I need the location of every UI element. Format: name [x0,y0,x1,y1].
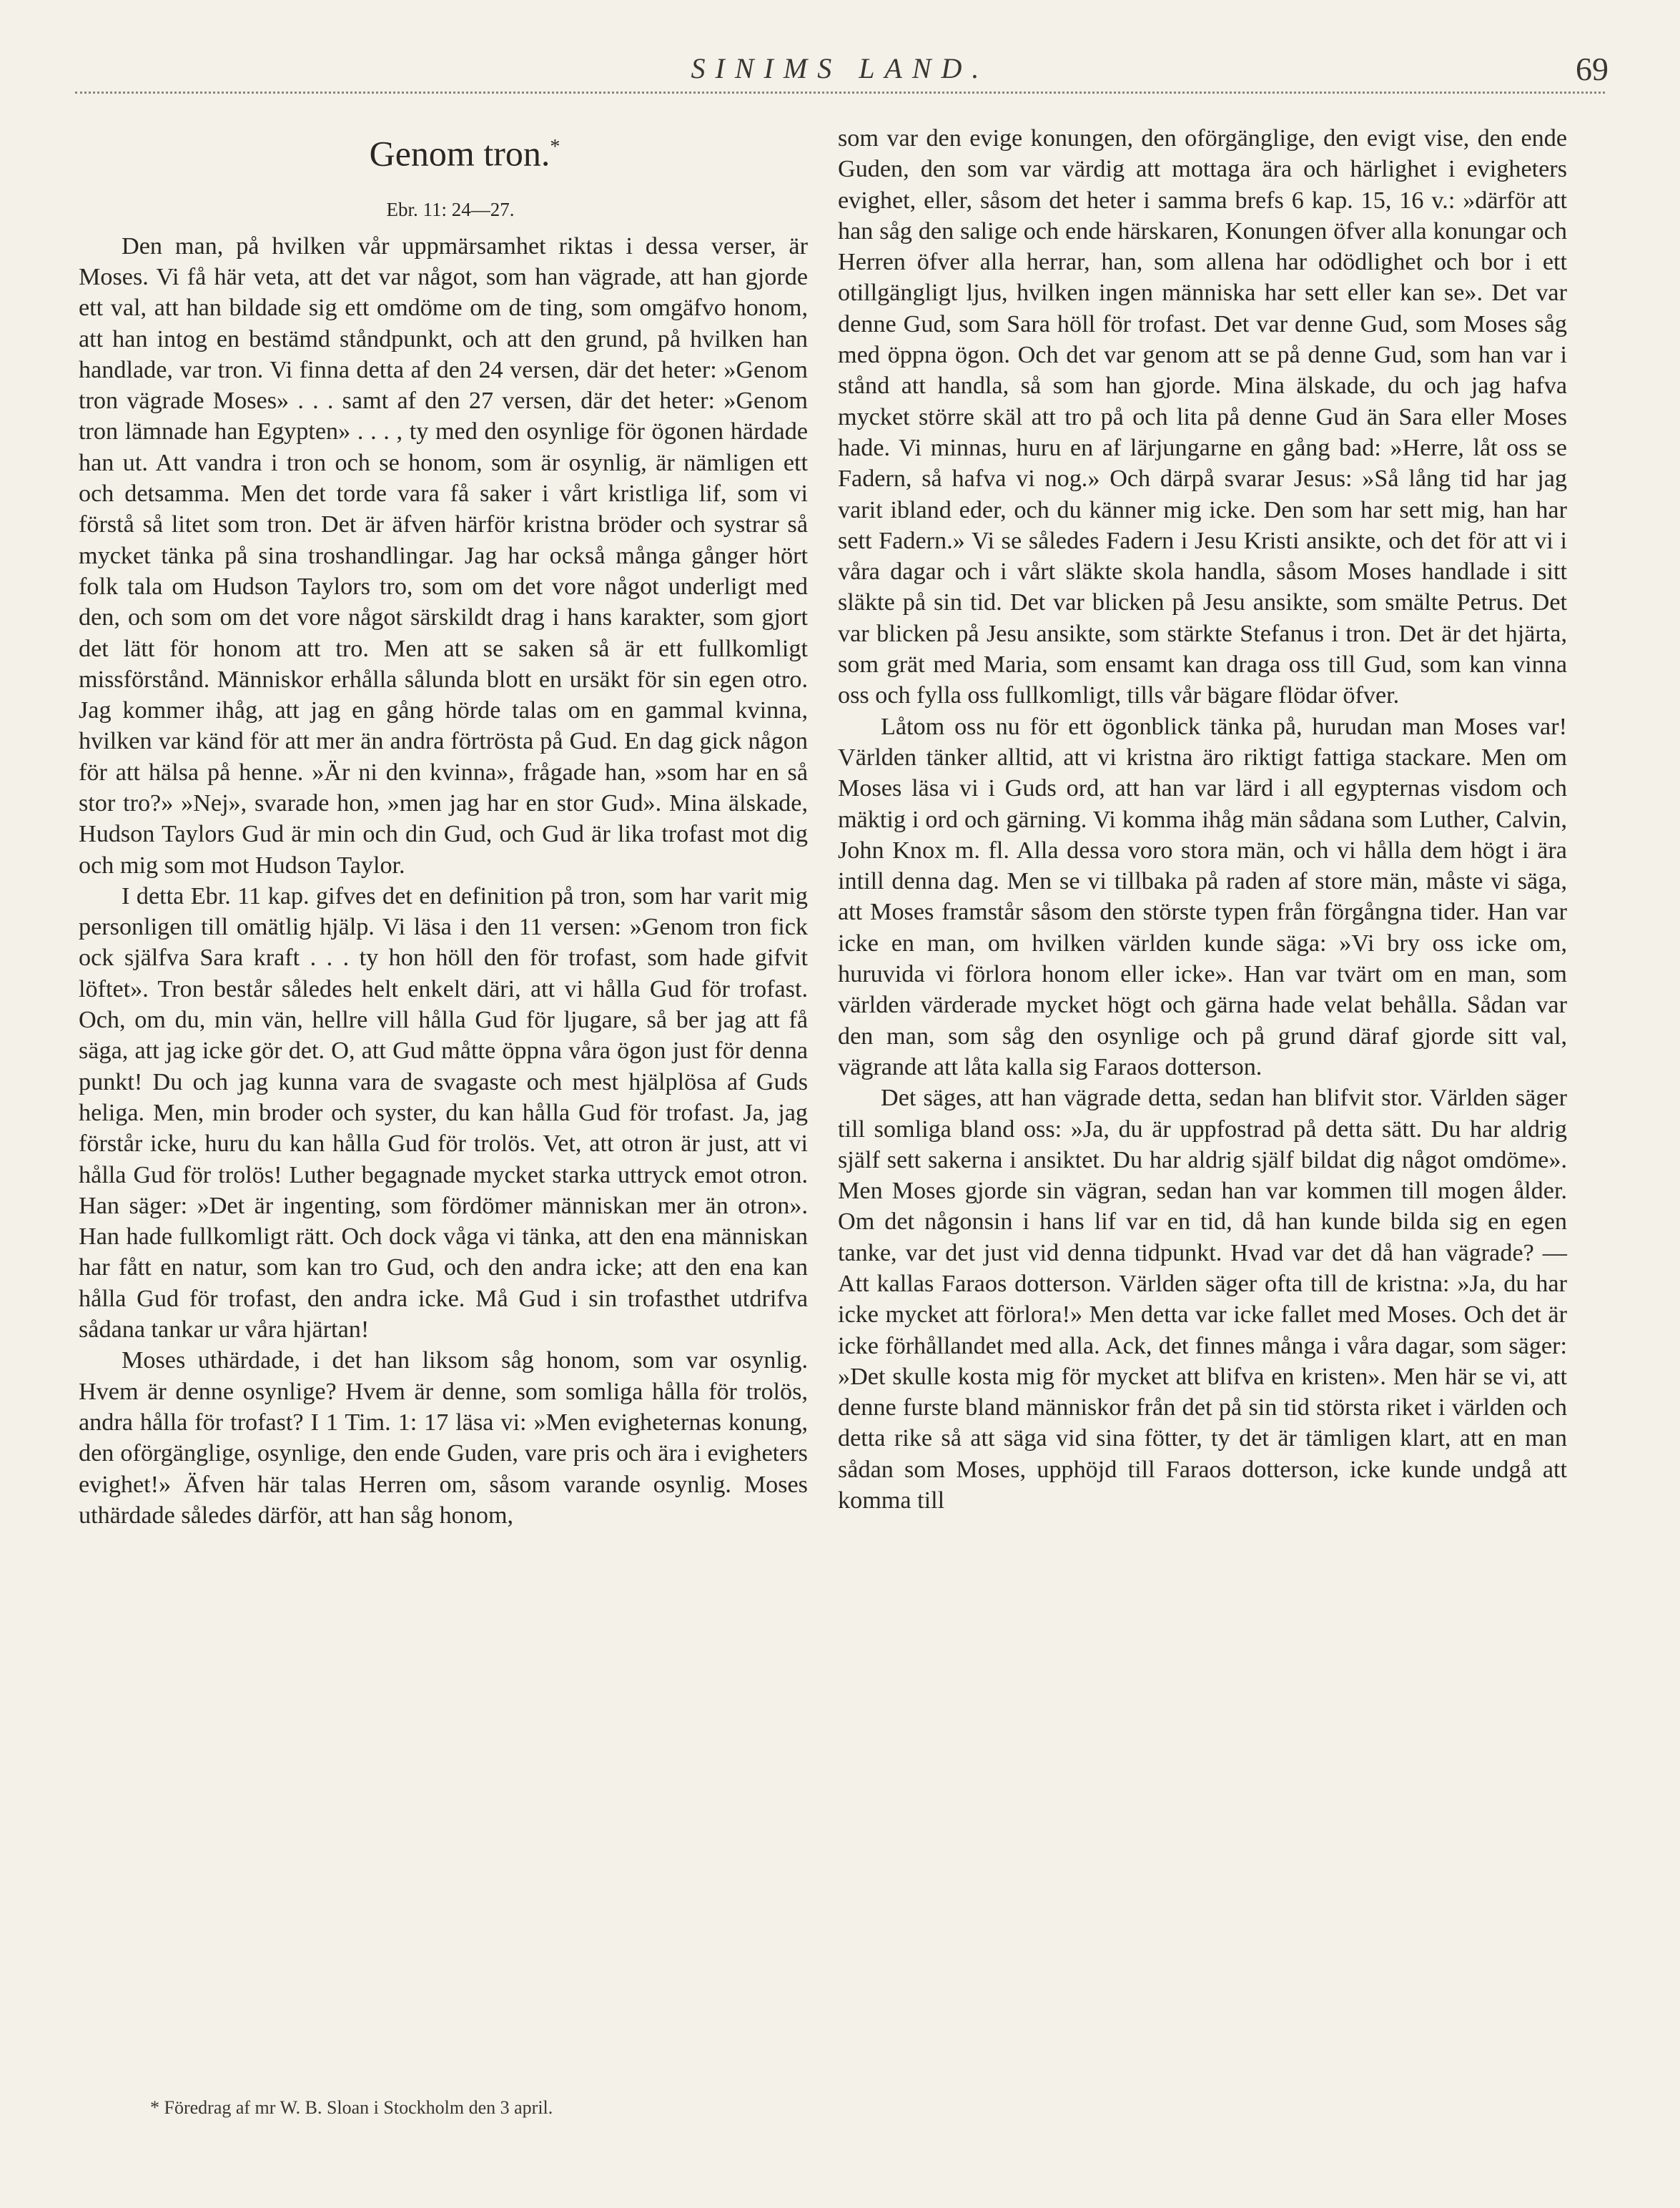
scripture-reference: Ebr. 11: 24—27. [386,198,515,220]
footnote: * Föredrag af mr W. B. Sloan i Stockholm den 3 april. [150,2097,553,2118]
article-title-text: Genom tron. [369,133,550,174]
paragraph: Det säges, att han vägrade detta, sedan han blifvit stor. Världen säger till somliga bland oss: »Ja, du är uppfostrad på detta sätt. Du har aldrig själf sett sakerna i ansiktet. Du har aldrig själf bildat dig något omdöme». Men Moses gjorde sin vägran, sedan han var kommen till mogen ålder. Om det någonsin i hans lif var en tid, då han kunde bilda sig en egen tanke, var det just vid denna tidpunkt. Hvad var det då han vägrade? — Att kallas Faraos dotterson. Världen säger ofta till de kristna: »Ja, du har icke mycket att förlora!» Men detta var icke fallet med Moses. Och det är icke förhållandet med alla. Ack, det finnes många i våra dagar, som säger: »Det skulle kosta mig för mycket att blifva en kristen». Men här se vi, att denne furste bland människor från det på sin tid största riket i världen och detta rike så att säga vid sina fötter, ty det är tämligen klart, att en man sådan som Moses, upphöjd till Faraos dotterson, icke kunde undgå att komma till [838,1085,1567,1514]
running-title: SINIMS LAND. [691,52,989,84]
footnote-mark: * [550,136,560,158]
header-rule [75,92,1605,94]
right-column [838,123,1567,1516]
running-header [71,43,1609,93]
paragraph: Den man, på hvilken vår uppmärsamhet riktas i dessa verser, är Moses. Vi få här veta, att det var något, som han vägrade, att han gjorde ett val, att han bildade sig ett omdöme om de ting, som omgäfvo honom, att han intog en bestämd ståndpunkt, och att den grund, på hvilken han handlade, var tron. Vi finna detta af den 24 versen, där det heter: »Genom tron vägrade Moses» . . . samt af den 27 versen, där det heter: »Genom tron lämnade han Egypten» . . . , ty med den osynlige för ögonen härdade han ut. Att vandra i tron och se honom, som är osynlig, är nämligen ett och detsamma. Men det torde vara få saker i vårt kristliga lif, som vi förstå så litet som tron. Det är äfven härför kristna bröder och systrar så mycket tänka på sina troshandlingar. Jag har också många gånger hört folk tala om Hudson Taylors tro, som om det vore något underligt med den, och som om det vore något särskildt drag i hans karakter, som gjort det lätt för honom att tro. Men att se saken så är ett fullkomligt missförstånd. Människor erhålla sålunda blott en ursäkt för sin egen otro. Jag kommer ihåg, att jag en gång hörde talas om en gammal kvinna, hvilken var känd för att mer än andra förtrösta på Gud. En dag gick någon för att hälsa på henne. »Är ni den kvinna», frågade han, »som har en så stor tro?» »Nej», svarade hon, »men jag har en stor Gud». Mina älskade, Hudson Taylors Gud är min och din Gud, och Gud är lika trofast mot dig och mig som mot Hudson Taylor. [79,232,808,879]
paragraph: Moses uthärdade, i det han liksom såg honom, som var osynlig. Hvem är denne osynlige? Hvem är denne, som somliga hålla för trolös, andra hålla för trofast? I 1 Tim. 1: 17 läsa vi: »Men evigheternas konung, den oförgänglige, osynlige, den ende Guden, vare pris och ära i evigheters evighet!» Äfven här talas Herren om, såsom varande osynlig. Moses uthärdade således därför, att han såg honom, [79,1347,808,1529]
paragraph: som var den evige konungen, den oförgänglige, den evigt vise, den ende Guden, den som var värdig att mottaga ära och härlighet i evigheters evighet, eller, såsom det heter i samma brefs 6 kap. 15, 16 v.: »därför att han såg den salige och ende härskaren, Konungen öfver alla konungar och Herren öfver alla herrar, han, som allena har odödlighet och bor i ett otillgängligt ljus, hvilken ingen människa har sett eller kan se». Det var denne Gud, som Sara höll för trofast. Det var denne Gud, som Moses såg med öppna ögon. Och det var genom att se på denne Gud, som han var i stånd att handla, så som han gjorde. Mina älskade, du och jag hafva mycket större skäl att tro på och lita på denne Gud än Sara eller Moses hade. Vi minnas, huru en af lärjungarne en gång bad: »Herre, låt oss se Fadern, så hafva vi nog.» Och därpå svarar Jesus: »Så lång tid har jag varit ibland eder, och du känner mig icke. Den som har sett mig, han har sett Fadern.» Vi se således Fadern i Jesu Kristi ansikte, och det för att vi i våra dagar och i vårt släkte skola handla, såsom Moses handlade i sitt släkte på sin tid. Det var blicken på Jesu ansikte, som smälte Petrus. Det var blicken på Jesu ansikte, som stärkte Stefanus i tron. Det är det hjärta, som grät med Maria, som ensamt kan draga oss till Gud, som kan vinna oss och fylla oss fullkomligt, tills vår bägare flödar öfver. [838,125,1567,709]
paragraph: I detta Ebr. 11 kap. gifves det en definition på tron, som har varit mig personligen till omätlig hjälp. Vi läsa i den 11 versen: »Genom tron fick ock själfva Sara kraft . . . ty hon höll den för trofast, som hade gifvit löftet». Tron består således helt enkelt däri, att vi hålla Gud för trofast. Och, om du, min vän, hellre vill hålla Gud för ljugare, så ber jag att få säga, att jag icke gör det. O, att Gud måtte öppna våra ögon just för denna punkt! Du och jag kunna vara de svagaste och mest hjälplösa af Guds heliga. Men, min broder och syster, du kan hålla Gud för trofast. Ja, jag förstår icke, huru du kan hålla Gud för trolös. Vet, att otron är just, att vi hålla Gud för trolös! Luther begagnade mycket starka uttryck emot otron. Han säger: »Det är ingenting, som fördömer människan mer än otron». Han hade fullkomligt rätt. Och dock våga vi tänka, att den ena människan har fått en natur, som kan tro Gud, och den andra icke; att den ena kan hålla Gud för trofast, den andra icke. Må Gud i sin trofasthet utdrifva sådana tankar ur våra hjärtan! [79,882,808,1344]
page-number: 69 [1576,51,1609,87]
left-column [79,122,808,1531]
paragraph: Låtom oss nu för ett ögonblick tänka på, hurudan man Moses var! Världen tänker alltid, att vi kristna äro riktigt fattiga stackare. Men om Moses läsa vi i Guds ord, att han var lärd i all egypternas visdom och mäktig i ord och gärning. Vi komma ihåg män sådana som Luther, Calvin, John Knox m. fl. Alla dessa voro stora män, och vi hålla dem högt i ära intill denna dag. Men se vi tillbaka på raden af store män, måste vi säga, att Moses framstår såsom den störste typen från förgångna tider. Han var icke en man, om hvilken världen kunde säga: »Vi bry oss icke om, huruvida vi förlora honom eller icke». Han var tvärt om en man, som världen värderade mycket högt och gärna hade velat behålla. Sådan var den man, som såg den osynlige och på grund däraf gjorde sitt val, vägrande att låta kalla sig Faraos dotterson. [838,713,1567,1080]
article-title [79,126,808,175]
